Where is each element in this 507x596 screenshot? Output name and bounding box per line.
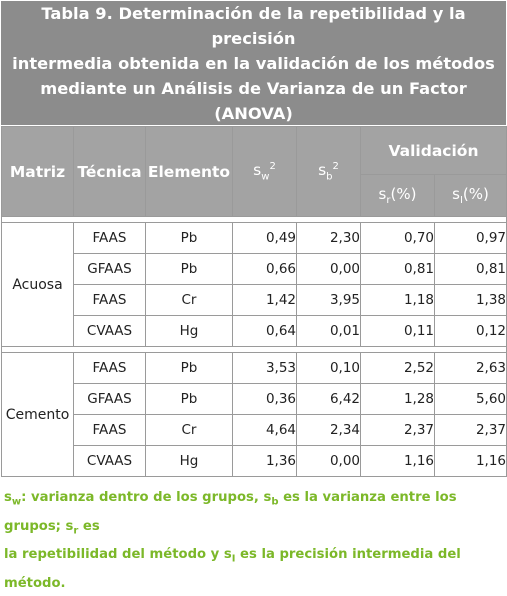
title-line-1: Tabla 9. Determinación de la repetibilidad y la precisión [41, 3, 466, 48]
sb2-cell: 6,42 [297, 384, 361, 415]
sI-cell: 0,81 [435, 254, 507, 285]
sr-cell: 0,81 [361, 254, 435, 285]
fn-sub-I: I [231, 553, 236, 565]
tecnica-cell: FAAS [74, 415, 146, 446]
fn-sub-r: r [73, 525, 79, 537]
sb2-cell: 0,01 [297, 316, 361, 347]
fn-sub-b: b [271, 496, 279, 508]
elemento-cell: Hg [146, 446, 233, 477]
sr-sub: r [386, 195, 391, 206]
sI-base: s [452, 185, 460, 203]
sb2-cell: 0,00 [297, 446, 361, 477]
sr-base: s [378, 185, 387, 203]
sw-sub: w [261, 171, 270, 183]
table-row [2, 415, 507, 446]
sr-cell: 0,70 [361, 223, 435, 254]
sI-unit: (%) [462, 185, 489, 203]
sb-sub: b [326, 171, 333, 183]
sr-cell: 2,52 [361, 353, 435, 384]
footnote [4, 486, 506, 596]
sb2-cell: 0,00 [297, 254, 361, 285]
elemento-cell: Pb [146, 353, 233, 384]
title-line-3: mediante un Análisis de Varianza de un Factor (ANOVA) [40, 78, 467, 123]
sI-cell: 2,63 [435, 353, 507, 384]
elemento-cell: Cr [146, 285, 233, 316]
fn-s3: s [65, 518, 74, 534]
tecnica-cell: GFAAS [74, 254, 146, 285]
fn-t5: es la precisión intermedia del método. [4, 547, 461, 591]
header-sI [435, 175, 507, 217]
table-row [2, 353, 507, 384]
sb-base: s [318, 161, 327, 180]
elemento-cell: Hg [146, 316, 233, 347]
elemento-cell: Pb [146, 223, 233, 254]
sw2-cell: 1,42 [233, 285, 297, 316]
sw-base: s [253, 161, 262, 180]
table-row [2, 223, 507, 254]
sr-cell: 1,28 [361, 384, 435, 415]
table-title [1, 1, 506, 125]
sw2-cell: 4,64 [233, 415, 297, 446]
tecnica-cell: GFAAS [74, 384, 146, 415]
table-row [2, 446, 507, 477]
matriz-cell: Acuosa [2, 223, 74, 347]
fn-s2: s [263, 490, 272, 505]
fn-t4: la repetibilidad del método y [4, 547, 224, 563]
elemento-cell: Pb [146, 384, 233, 415]
sw2-cell: 0,36 [233, 384, 297, 415]
header-tecnica: Técnica [74, 127, 146, 217]
elemento-cell: Pb [146, 254, 233, 285]
table-body [2, 217, 507, 477]
sI-cell: 2,37 [435, 415, 507, 446]
fn-s4: s [223, 547, 232, 563]
sw-sup: 2 [269, 160, 276, 172]
matriz-cell: Cemento [2, 353, 74, 477]
tecnica-cell: CVAAS [74, 446, 146, 477]
title-line-2: intermedia obtenida en la validación de los métodos [12, 53, 495, 73]
sb2-cell: 2,30 [297, 223, 361, 254]
sb2-cell: 3,95 [297, 285, 361, 316]
sb2-cell: 0,10 [297, 353, 361, 384]
table-row [2, 384, 507, 415]
tecnica-cell: CVAAS [74, 316, 146, 347]
sI-cell: 1,38 [435, 285, 507, 316]
table-row [2, 285, 507, 316]
sw2-cell: 3,53 [233, 353, 297, 384]
sr-cell: 1,18 [361, 285, 435, 316]
sI-sub: I [459, 195, 463, 206]
fn-t3: es [78, 518, 100, 534]
header-matriz: Matriz [2, 127, 74, 217]
tecnica-cell: FAAS [74, 223, 146, 254]
tecnica-cell: FAAS [74, 285, 146, 316]
table-row [2, 254, 507, 285]
tecnica-cell: FAAS [74, 353, 146, 384]
fn-t1: : varianza dentro de los grupos, [21, 490, 264, 505]
table-header [2, 127, 507, 217]
sI-cell: 0,97 [435, 223, 507, 254]
header-sr [361, 175, 435, 217]
elemento-cell: Cr [146, 415, 233, 446]
sw2-cell: 0,49 [233, 223, 297, 254]
sI-cell: 5,60 [435, 384, 507, 415]
fn-sub-w: w [11, 496, 22, 508]
header-elemento: Elemento [146, 127, 233, 217]
fn-t2: es la varianza entre los grupos; [4, 490, 457, 534]
sr-cell: 0,11 [361, 316, 435, 347]
sr-cell: 1,16 [361, 446, 435, 477]
sb-sup: 2 [332, 160, 339, 172]
sw2-cell: 0,66 [233, 254, 297, 285]
fn-s1: s [4, 490, 12, 505]
header-sb2 [297, 127, 361, 217]
sr-unit: (%) [390, 185, 417, 203]
sw2-cell: 0,64 [233, 316, 297, 347]
sI-cell: 0,12 [435, 316, 507, 347]
header-sw2 [233, 127, 297, 217]
table-row [2, 316, 507, 347]
anova-table [1, 126, 507, 477]
sr-cell: 2,37 [361, 415, 435, 446]
header-validacion: Validación [361, 127, 507, 175]
sI-cell: 1,16 [435, 446, 507, 477]
sw2-cell: 1,36 [233, 446, 297, 477]
sb2-cell: 2,34 [297, 415, 361, 446]
